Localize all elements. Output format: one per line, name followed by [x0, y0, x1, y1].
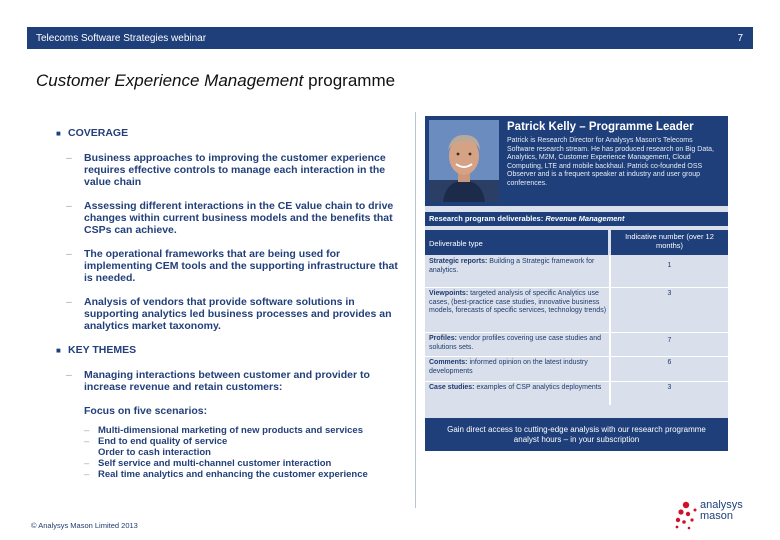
- deliverable-cell: [429, 290, 607, 316]
- themes-item: [66, 369, 401, 393]
- deliverable-type: Case studies:: [429, 384, 475, 391]
- themes-item-text: Managing interactions between customer and provider to increase revenue and retain customers:: [84, 369, 370, 393]
- deliverable-count: 3: [667, 290, 672, 297]
- deliverable-type: Profiles:: [429, 335, 458, 342]
- coverage-item: [66, 200, 401, 236]
- deliverables-heading: [425, 212, 728, 226]
- profile-bio: Patrick is Research Director for Analysys Mason's Telecoms Software research stream. He has produced research on Big Data, Analytics, M2M, Customer Experience Management, Cloud Computing, LTE and mobile backhaul. Patrick co-founded OSS Observer and is a frequent speaker at industry and user group conferences.: [507, 137, 714, 187]
- row-separator: [425, 287, 728, 288]
- coverage-item-text: Business approaches to improving the customer experience requires effective controls to manage each interaction in the value chain: [84, 152, 386, 188]
- deliverable-cell: [429, 359, 607, 376]
- coverage-item: [66, 248, 401, 284]
- page-number: 7: [737, 32, 743, 44]
- dash-icon: –: [66, 296, 72, 308]
- deliverable-count: 7: [667, 337, 672, 344]
- scenario-text: Self service and multi-channel customer interaction: [98, 458, 332, 469]
- coverage-item-text: Analysis of vendors that provide software solutions in supporting analytics led business processes and provides an analytics market taxonomy.: [84, 296, 392, 332]
- scenario-item: [84, 425, 401, 436]
- coverage-item: [66, 296, 401, 332]
- page-title: [36, 71, 395, 91]
- scenario-item: [84, 447, 401, 458]
- coverage-heading: [56, 127, 401, 140]
- deliverable-desc: informed opinion on the latest industry developments: [429, 359, 588, 375]
- dash-icon: –: [66, 369, 72, 381]
- deliverable-cell: [429, 384, 607, 393]
- dash-icon: –: [84, 469, 90, 480]
- deliverable-type: Viewpoints:: [429, 290, 469, 297]
- table-divider: [609, 255, 611, 405]
- deliverable-desc: vendor profiles covering use case studies and solutions sets.: [429, 335, 601, 351]
- themes-heading: [56, 344, 401, 357]
- coverage-item-text: The operational frameworks that are being used for implementing CEM tools and the supporting infrastructure that is needed.: [84, 248, 398, 284]
- logo-text: [700, 500, 743, 522]
- scenario-text: End to end quality of service: [98, 436, 228, 447]
- coverage-item-text: Assessing different interactions in the CE value chain to drive changes within current business models and the benefits that CSPs can achieve.: [84, 200, 394, 236]
- spacer: [84, 447, 98, 458]
- indicative-number-header: Indicative number (over 12 months): [611, 230, 728, 255]
- left-column: [56, 127, 401, 480]
- deliverable-desc: targeted analysis of specific Analytics use cases, (best-practice case studies, innovative business models, forecasts of specific services, technology trends): [429, 290, 607, 314]
- deliverable-type: Strategic reports:: [429, 258, 488, 265]
- dash-icon: –: [84, 436, 90, 447]
- cta-banner: Gain direct access to cutting-edge analysis with our research programme analyst hours – in your subscription: [425, 418, 728, 451]
- bullet-icon: ■: [56, 346, 61, 355]
- profile-name: Patrick Kelly – Programme Leader: [507, 121, 694, 133]
- header-bar: [27, 27, 753, 49]
- person-photo-icon: [429, 120, 499, 202]
- deliverable-count: 3: [667, 384, 672, 391]
- deliverable-desc: Building a Strategic framework for analytics.: [429, 258, 595, 274]
- themes-heading-text: KEY THEMES: [68, 344, 137, 356]
- scenario-text: Real time analytics and enhancing the customer experience: [98, 469, 368, 480]
- coverage-item: [66, 152, 401, 188]
- dash-icon: –: [66, 248, 72, 260]
- row-separator: [425, 332, 728, 333]
- scenario-list: [84, 425, 401, 480]
- profile-photo: [429, 120, 499, 202]
- dash-icon: –: [84, 425, 90, 436]
- deliverables-heading-prefix: Research program deliverables:: [429, 214, 546, 223]
- deliverable-type: Comments:: [429, 359, 468, 366]
- deliverable-type-header: Deliverable type: [425, 230, 608, 255]
- row-separator: [425, 356, 728, 357]
- scenario-text: Multi-dimensional marketing of new products and services: [98, 425, 363, 436]
- dash-icon: –: [66, 152, 72, 164]
- dash-icon: –: [84, 458, 90, 469]
- scenario-item: [84, 458, 401, 469]
- scenario-item: [84, 436, 401, 447]
- logo-line2: mason: [700, 510, 734, 522]
- deliverable-count: 6: [667, 359, 672, 366]
- bullet-icon: ■: [56, 129, 61, 138]
- coverage-heading-text: COVERAGE: [68, 127, 129, 139]
- header-title: Telecoms Software Strategies webinar: [36, 32, 207, 44]
- row-separator: [425, 381, 728, 382]
- deliverable-count: 1: [667, 262, 672, 269]
- column-divider: [415, 112, 416, 508]
- focus-label: Focus on five scenarios:: [84, 405, 208, 417]
- deliverable-desc: examples of CSP analytics deployments: [474, 384, 602, 391]
- dash-icon: –: [66, 200, 72, 212]
- deliverable-cell: [429, 258, 607, 275]
- page-title-rest: programme: [303, 71, 396, 90]
- copyright: © Analysys Mason Limited 2013: [31, 521, 138, 530]
- page-title-italic: Customer Experience Management: [36, 71, 304, 90]
- logo-line1: analysys: [700, 499, 743, 511]
- deliverables-heading-italic: Revenue Management: [545, 214, 625, 223]
- deliverable-cell: [429, 335, 607, 352]
- right-panel: [425, 116, 728, 451]
- profile-box: [425, 116, 728, 206]
- scenario-text: Order to cash interaction: [98, 447, 211, 458]
- scenario-item: [84, 469, 401, 480]
